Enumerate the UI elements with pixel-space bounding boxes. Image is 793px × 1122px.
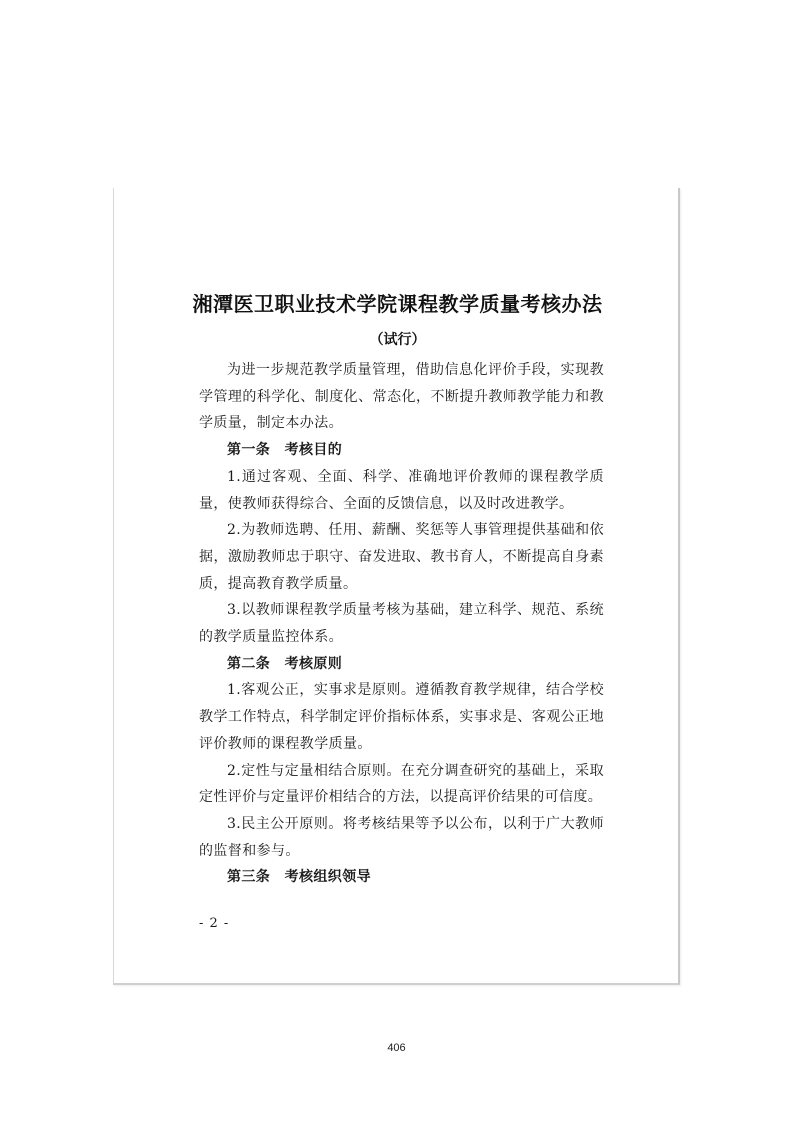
section-paragraph: 2.为教师选聘、任用、薪酬、奖惩等人事管理提供基础和依据，激励教师忠于职守、奋发进取、教书育人，不断提高自身素质，提高教育教学质量。 (199, 522, 604, 592)
intro-paragraph: 为进一步规范教学质量管理，借助信息化评价手段，实现教学管理的科学化、制度化、常态化，不断提升教师教学能力和教学质量，制定本办法。 (199, 362, 604, 432)
section-paragraph: 1.通过客观、全面、科学、准确地评价教师的课程教学质量，使教师获得综合、全面的反馈信息，以及时改进教学。 (199, 468, 604, 512)
document-title: 湘潭医卫职业技术学院课程教学质量考核办法 (192, 292, 603, 316)
section-paragraph: 3.以教师课程教学质量考核为基础，建立科学、规范、系统的教学质量监控体系。 (199, 602, 604, 646)
document-body (199, 357, 604, 891)
section-paragraph: 2.定性与定量相结合原则。在充分调查研究的基础上，采取定性评价与定量评价相结合的方法，以提高评价结果的可信度。 (199, 762, 604, 806)
section-heading: 第一条 考核目的 (227, 442, 343, 459)
document-subtitle: （试行） (369, 332, 426, 348)
section-heading: 第二条 考核原则 (227, 655, 343, 672)
section-paragraph: 3.民主公开原则。将考核结果等予以公布，以利于广大教师的监督和参与。 (199, 815, 604, 859)
section-heading: 第三条 考核组织领导 (227, 869, 371, 886)
scanned-page (113, 188, 680, 985)
outer-page-number: 406 (387, 1042, 406, 1054)
section-paragraph: 1.客观公正，实事求是原则。遵循教育教学规律，结合学校教学工作特点，科学制定评价指标体系，实事求是、客观公正地评价教师的课程教学质量。 (199, 682, 604, 752)
inner-page-number: - 2 - (199, 916, 230, 931)
